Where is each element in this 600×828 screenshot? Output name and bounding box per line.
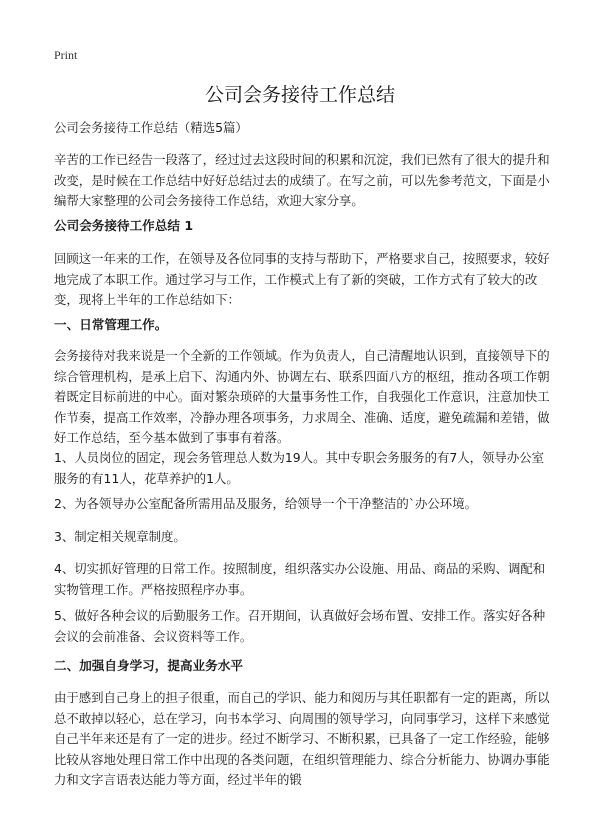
section-intro-paragraph: 回顾这一年来的工作，在领导及各位同事的支持与帮助下，严格要求自己，按照要求，较好地完成了本职工作。通过学习与工作，工作模式上有了新的突破，工作方式有了较大的改变，现将上半年的工作总结如下： bbox=[54, 251, 550, 307]
section-heading: 公司会务接待工作总结 1 bbox=[54, 218, 194, 233]
print-link[interactable]: Print bbox=[54, 48, 78, 62]
list-item: 1、人员岗位的固定，现会务管理总人数为19人。其中专职会务服务的有7人，领导办公室服务的有11人，花草养护的1人。 bbox=[54, 450, 544, 486]
part-heading-daily-management: 一、日常管理工作。 bbox=[54, 317, 168, 332]
part-paragraph-daily-management: 会务接待对我来说是一个全新的工作领域。作为负责人，自己清醒地认识到，直接领导下的综合管理机构，是承上启下、沟通内外、协调左右、联系四面八方的枢纽，推动各项工作朝着既定目标前进的中心。面对繁杂琐碎的大量事务性工作，自我强化工作意识，注意加快工作节奏，提高工作效率，冷静办理各项事务，力求周全、准确、适度，避免疏漏和差错，做好工作总结，至今基本做到了事事有着落。 bbox=[54, 348, 550, 445]
part-paragraph-self-study: 由于感到自己身上的担子很重，而自己的学识、能力和阅历与其任职都有一定的距离，所以总不敢掉以轻心，总在学习，向书本学习、向周围的领导学习，向同事学习，这样下来感觉自己半年来还是有了一定的进步。经过不断学习、不断积累，已具备了一定工作经验，能够比较从容地处理日常工作中出现的各类问题，在组织管理能力、综合分析能力、协调办事能力和文字言语表达能力等方面，经过半年的锻 bbox=[54, 690, 550, 787]
list-item: 2、为各领导办公室配备所需用品及服务，给领导一个干净整洁的`办公环境。 bbox=[54, 496, 477, 511]
intro-paragraph: 辛苦的工作已经告一段落了，经过过去这段时间的积累和沉淀，我们已然有了很大的提升和改变，是时候在工作总结中好好总结过去的成绩了。在写之前，可以先参考范文，下面是小编帮大家整理的公司会务接待工作总结，欢迎大家分享。 bbox=[54, 152, 550, 208]
list-item: 4、切实抓好管理的日常工作。按照制度，组织落实办公设施、用品、商品的采购、调配和实物管理工作。严格按照程序办事。 bbox=[54, 561, 546, 597]
document-title: 公司会务接待工作总结 bbox=[204, 84, 395, 106]
list-item: 5、做好各种会议的后勤服务工作。召开期间，认真做好会场布置、安排工作。落实好各种会议的会前准备、会议资料等工作。 bbox=[54, 608, 546, 644]
list-item: 3、制定相关规章制度。 bbox=[54, 529, 186, 544]
document-subtitle: 公司会务接待工作总结（精选5篇） bbox=[54, 120, 248, 135]
part-heading-self-study: 二、加强自身学习，提高业务水平 bbox=[54, 658, 243, 673]
